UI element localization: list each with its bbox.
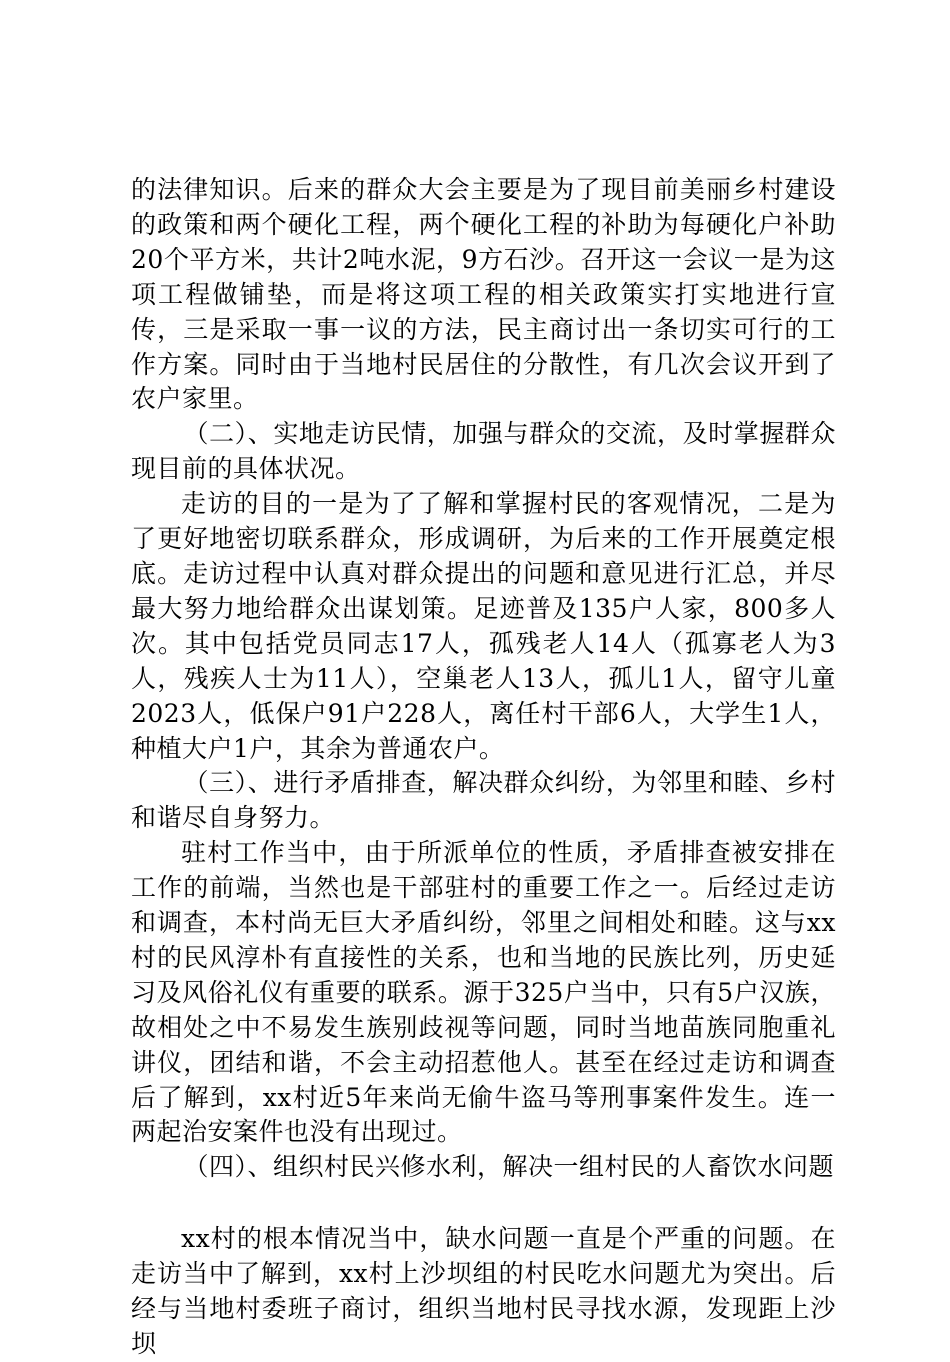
paragraph-water-problem: xx村的根本情况当中，缺水问题一直是个严重的问题。在走访当中了解到，xx村上沙坝组的村民吃水问题尤为突出。后经与当地村委班子商讨，组织当地村民寻找水源，发现距上沙坝	[131, 1224, 836, 1358]
document-body	[131, 173, 836, 1362]
paragraph-dispute-screening: 驻村工作当中，由于所派单位的性质，矛盾排查被安排在工作的前端，当然也是干部驻村的重要工作之一。后经过走访和调查，本村尚无巨大矛盾纠纷，邻里之间相处和睦。这与xx村的民风淳朴有直接性的关系，也和当地的民族比列，历史延习及风俗礼仪有重要的联系。源于325户当中，只有5户汉族，故相处之中不易发生族别歧视等问题，同时当地苗族同胞重礼讲仪，团结和谐，不会主动招惹他人。甚至在经过走访和调查后了解到，xx村近5年来尚无偷牛盗马等刑事案件发生。连一两起治安案件也没有出现过。	[131, 838, 836, 1147]
paragraph-legal-knowledge: 的法律知识。后来的群众大会主要是为了现目前美丽乡村建设的政策和两个硬化工程，两个硬化工程的补助为每硬化户补助20个平方米，共计2吨水泥，9方石沙。召开这一会议一是为这项工程做铺垫，而是将这项工程的相关政策实打实地进行宣传，三是采取一事一议的方法，民主商讨出一条切实可行的工作方案。同时由于当地村民居住的分散性，有几次会议开到了农户家里。	[131, 175, 836, 414]
section-heading-4: （四）、组织村民兴修水利，解决一组村民的人畜饮水问题	[183, 1152, 835, 1182]
blank-line	[131, 1185, 836, 1222]
paragraph-visits: 走访的目的一是为了了解和掌握村民的客观情况，二是为了更好地密切联系群众，形成调研，为后来的工作开展奠定根底。走访过程中认真对群众提出的问题和意见进行汇总，并尽最大努力地给群众出谋划策。足迹普及135户人家，800多人次。其中包括党员同志17人，孤残老人14人（孤寡老人为3人，残疾人士为11人），空巢老人13人，孤儿1人，留守儿童2023人，低保户91户228人，离任村干部6人，大学生1人，种植大户1户，其余为普通农户。	[131, 489, 836, 763]
section-heading-2: （二）、实地走访民情，加强与群众的交流，及时掌握群众现目前的具体状况。	[131, 419, 836, 484]
section-heading-3: （三）、进行矛盾排查，解决群众纠纷，为邻里和睦、乡村和谐尽自身努力。	[131, 768, 836, 833]
